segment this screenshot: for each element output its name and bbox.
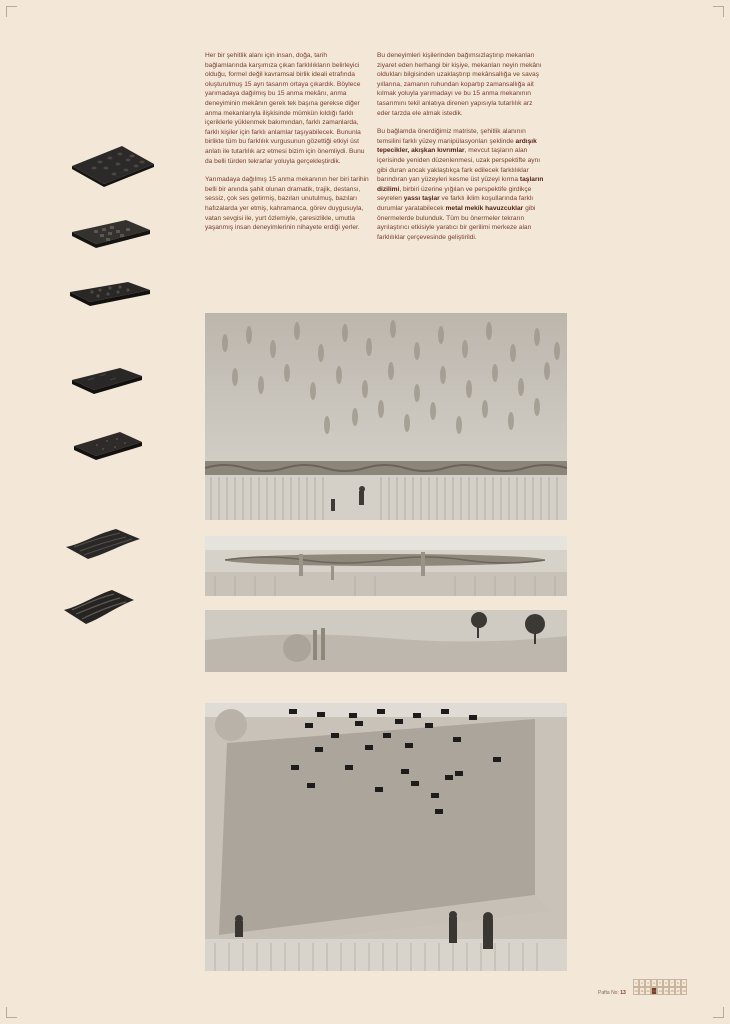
model-thumbnail-3 (68, 278, 152, 308)
sheet-index-cell: 4 (651, 979, 657, 987)
highlight-term: ardışık tepecikler, akışkan kıvrımlar (377, 137, 537, 155)
sheet-index-cell: 12 (646, 989, 650, 993)
sheet-index-cell: 15 (664, 989, 668, 993)
model-thumbnail-7 (62, 586, 136, 628)
text-run: Bu bağlamda önerdiğimiz matriste, şehitlik alanının temsilini farklı yüzey manipülasyonları şeklinde (377, 128, 526, 145)
sheet-index-cell: 1 (633, 979, 639, 987)
sheet-index-cell: 10 (634, 989, 638, 993)
model-photo-ellipse-surface (205, 313, 567, 520)
model-thumbnail-1 (70, 140, 156, 188)
model-thumbnail-6 (64, 525, 142, 563)
paragraph: Yarımadaya dağılmış 15 anma mekanının her biri tarihin belli bir anında şahit olunan dramatik, trajik, destansı, sessiz, çok ses getirmiş, bazıları unutulmuş, bazıları hafızalarda yer etmiş, kahramanca, görev duygusuyla, vatan sevgisi ile, yurt özlemiyle, çaresizlikle, umutla yaşanmış insan deneyimlerinin nihayete erdiği yerler. (205, 176, 369, 232)
model-photo-strip-figures (205, 536, 567, 596)
crop-mark-top-right (713, 6, 724, 17)
sheet-index-cell: 5 (657, 979, 663, 987)
crop-mark-bottom-left (6, 1007, 17, 1018)
crop-mark-bottom-right (713, 1007, 724, 1018)
text-run: , mevcut taşların alan içerisinde yeniden düzenlenmesi, uzak perspektifte aynı gibi duran ancak yaklaştıkça fark edilecek farklılıklar barındıran yan yüzeyleri kesme üst yüzeyi kırma (377, 147, 541, 184)
text-run: ve farklı iklim koşullarında farklı durumlar yaratabilecek (377, 195, 534, 212)
sheet-index-cell: 16 (670, 989, 674, 993)
sheet-number-label: Pafta No: (598, 990, 619, 996)
model-photo-dark-tiles (205, 703, 567, 971)
highlight-term: taşların dizilimi (377, 176, 544, 193)
paragraph: Her bir şehitlik alanı için insan, doğa, tarih bağlamlarında karşımıza çıkan farklılıkların belirleyici olduğu, formel değil kavramsal birlik ideali etrafında oluşturulmuş 15 ayrı tasarım ortaya çıkardık. Böylece yarımadaya dağılmış bu 15 anma mekânı, anma deneyiminin mekânın gerek tek başına gerekse diğer anma mekanlarıyla ilişkisinde mümkün kıldığı farklı içeriklerle yüklenmek bakımından, farklı zamanlarda, farklı kişiler için farklı anlamlar taşıyabilecek. Bununla birlikte tüm bu farklılık vurgusunun gözettiği etkiyi üst anlatı ile tutarlılık arz etmesi bizim için önemliydi. Bunu da belli türden tekrarlar yoluyla gerçekleştirdik. (205, 52, 365, 165)
model-photo-figures-trees (205, 610, 567, 672)
text-column-left (205, 51, 370, 242)
sheet-index-cell: 14 (658, 989, 662, 993)
sheet-index-cell: 7 (669, 979, 675, 987)
sheet-number (598, 990, 626, 996)
sheet-index-grid (633, 979, 687, 993)
paragraph: Bu deneyimleri kişilerinden bağımsızlaştırıp mekanları ziyaret eden herhangi bir kişiye, mekanları neyin mekânı oldukları bilgisinden uzaklaştırıp mekânsallığa ve savaş yıllarına, zamanın ruhundan kopartıp zamansallığa ait kılmak yoluyla yarımadayı ve bu 15 anma mekanının tasarımını tekil anlatıya direnen yapısıyla tutarlılık arz eder tarzda ele almak istedik. (377, 52, 542, 117)
sheet-index-cell: 8 (675, 979, 681, 987)
sheet-index-cell: 2 (639, 979, 645, 987)
model-thumbnail-4 (70, 364, 144, 396)
sheet-index-cell: 11 (640, 989, 644, 993)
sheet-number-value: 13 (620, 990, 626, 996)
text-column-right (377, 51, 547, 251)
sheet-index-cell-current: 13 (652, 989, 656, 993)
model-thumbnail-2 (70, 214, 152, 252)
sheet-index-cell: 17 (676, 989, 680, 993)
sheet-index-cell: 9 (681, 979, 687, 987)
sheet-index-cell: 6 (663, 979, 669, 987)
text-run: , birbiri üzerine yığılan ve perspektife girdikçe seyrelen (377, 185, 532, 203)
paragraph (377, 127, 547, 242)
text-run: gibi önermelerde bulunduk. Tüm bu önermeler tekrarın ayrılaştırıcı etkisiyle yaratıcı bir gerilimi merkeze alan farklılıklar çerçevesinde geliştirildi. (377, 204, 536, 241)
highlight-term: yassı taşlar (403, 195, 440, 203)
model-thumbnail-5 (72, 428, 144, 462)
highlight-term: metal mekik havuzcuklar (445, 204, 524, 212)
sheet-index-cell: 3 (645, 979, 651, 987)
crop-mark-top-left (6, 6, 17, 17)
sheet-index-cell: 18 (682, 989, 686, 993)
